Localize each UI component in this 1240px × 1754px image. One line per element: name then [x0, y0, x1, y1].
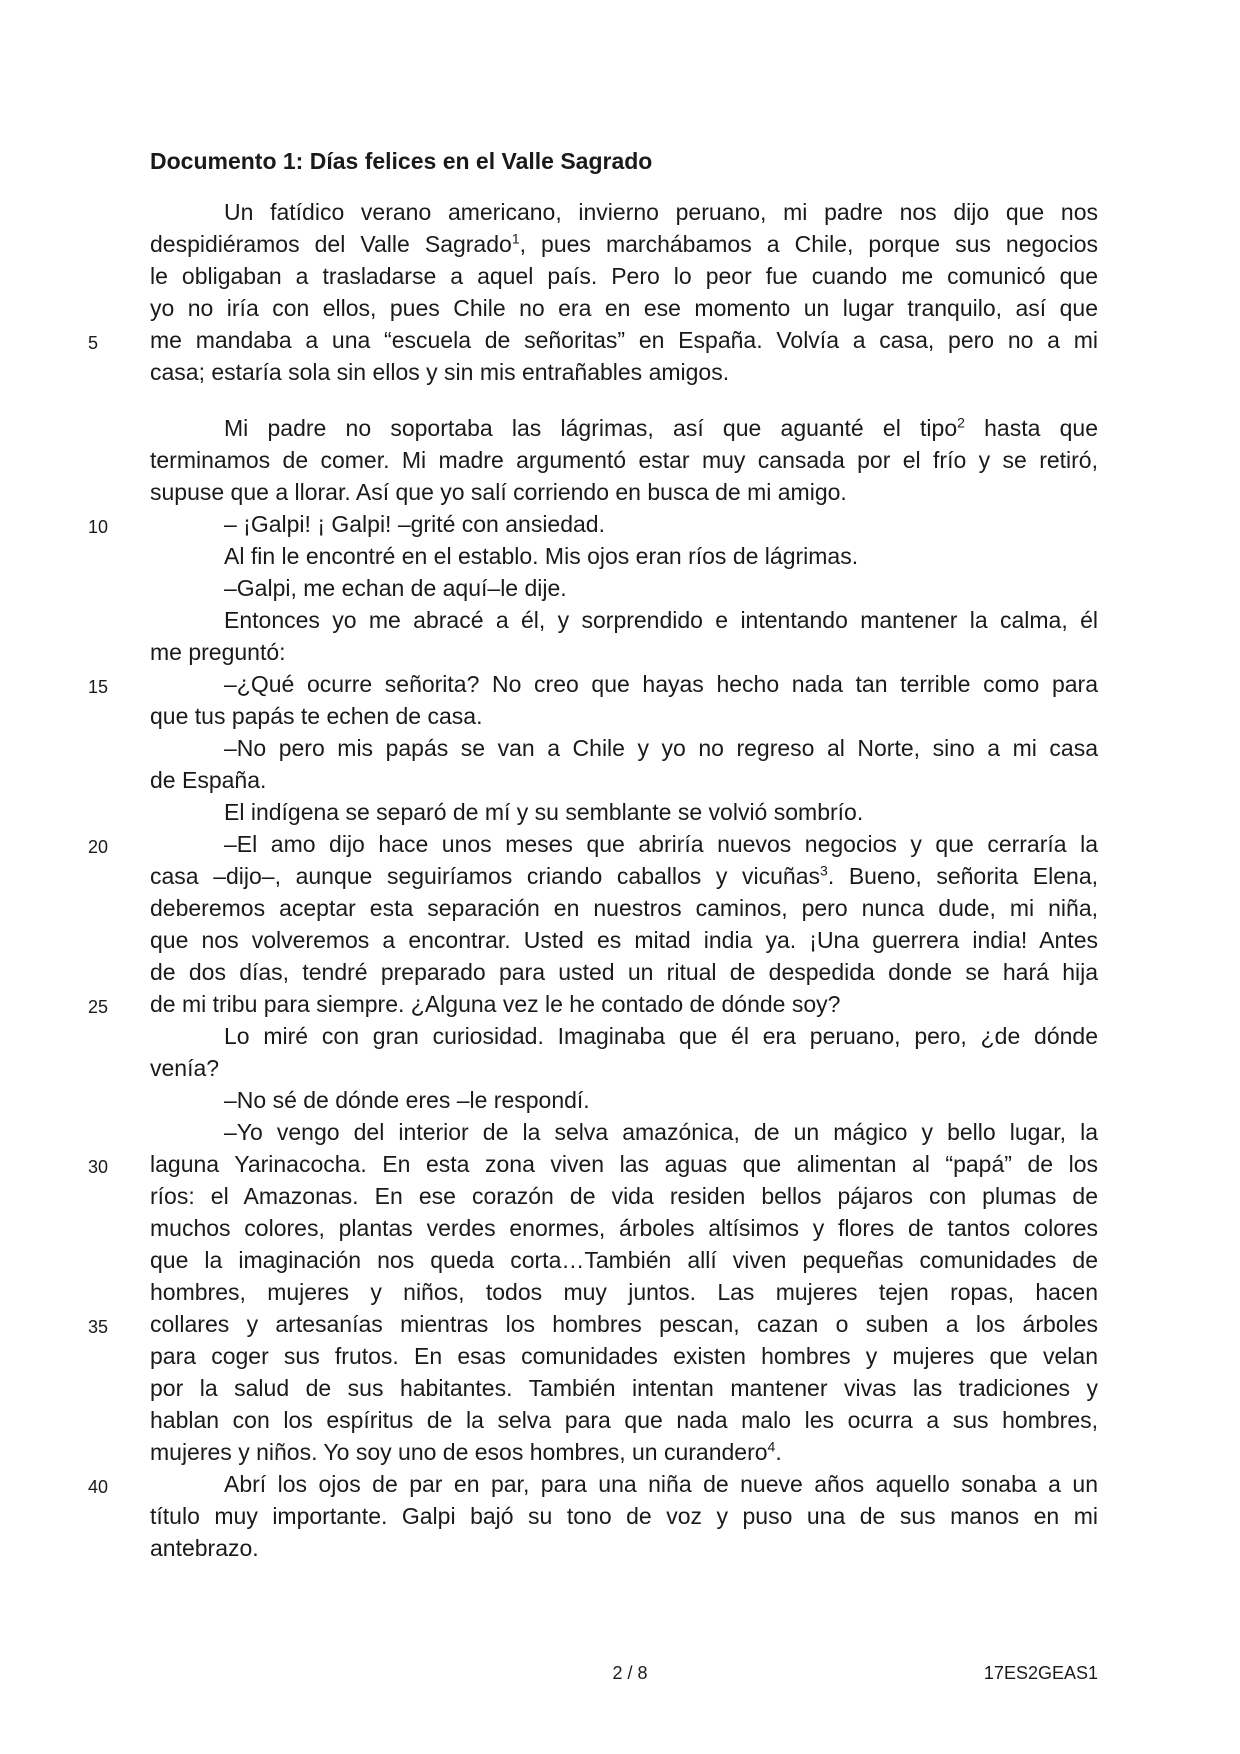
text-line: –No sé de dónde eres –le respondí. — [224, 1087, 590, 1113]
text-line: por la salud de sus habitantes. También intentan mantener vivas las tradiciones y — [150, 1375, 1098, 1401]
footnote-ref: 4 — [767, 1438, 776, 1455]
text-line: Lo miré con gran curiosidad. Imaginaba que él era peruano, pero, ¿de dónde — [224, 1023, 1098, 1049]
text-line: El indígena se separó de mí y su semblante se volvió sombrío. — [224, 799, 864, 825]
text-line: –El amo dijo hace unos meses que abriría nuevos negocios y que cerraría la — [224, 831, 1098, 857]
line-number: 35 — [88, 1317, 109, 1337]
text-line: hablan con los espíritus de la selva para que nada malo les ocurra a sus hombres, — [150, 1407, 1098, 1433]
text-line: –No pero mis papás se van a Chile y yo no regreso al Norte, sino a mi casa — [224, 735, 1098, 761]
text-line: –Yo vengo del interior de la selva amazónica, de un mágico y bello lugar, la — [224, 1119, 1098, 1145]
text-line: Al fin le encontré en el establo. Mis ojos eran ríos de lágrimas. — [224, 543, 859, 569]
text-line: yo no iría con ellos, pues Chile no era en ese momento un lugar tranquilo, así que — [150, 295, 1098, 321]
text-line: hombres, mujeres y niños, todos muy juntos. Las mujeres tejen ropas, hacen — [150, 1279, 1098, 1305]
footnote-ref: 1 — [511, 230, 520, 247]
text-line — [150, 860, 1098, 892]
line-number: 5 — [88, 333, 99, 353]
text-line: venía? — [150, 1055, 220, 1081]
text-line: Entonces yo me abracé a él, y sorprendido e intentando mantener la calma, él — [224, 607, 1098, 633]
footnote-ref: 2 — [957, 414, 965, 431]
text-line — [224, 412, 1098, 444]
text-line: que la imaginación nos queda corta…También allí viven pequeñas comunidades de — [150, 1247, 1098, 1273]
text-span: , pues marchábamos a Chile, porque sus negocios — [519, 231, 1098, 257]
line-number: 15 — [88, 677, 109, 697]
text-line — [150, 1436, 1098, 1468]
text-line: collares y artesanías mientras los hombres pescan, cazan o suben a los árboles — [150, 1311, 1098, 1337]
text-span: . — [775, 1439, 782, 1465]
text-line: laguna Yarinacocha. En esta zona viven las aguas que alimentan al “papá” de los — [150, 1151, 1098, 1177]
text-span: . Bueno, señorita Elena, — [827, 863, 1099, 889]
document-title: Documento 1: Días felices en el Valle Sagrado — [150, 148, 653, 174]
text-line: de dos días, tendré preparado para usted un ritual de despedida donde se hará hija — [150, 959, 1098, 985]
text-span: casa –dijo–, aunque seguiríamos criando caballos y vicuñas — [150, 863, 821, 889]
text-span: mujeres y niños. Yo soy uno de esos hombres, un curandero — [150, 1439, 768, 1465]
text-line: que nos volveremos a encontrar. Usted es mitad india ya. ¡Una guerrera india! Antes — [150, 927, 1098, 953]
text-line: Un fatídico verano americano, invierno peruano, mi padre nos dijo que nos — [224, 199, 1098, 225]
page-number: 2 / 8 — [612, 1663, 648, 1683]
text-span: Mi padre no soportaba las lágrimas, así que aguanté el tipo — [224, 415, 958, 441]
text-line: para coger sus frutos. En esas comunidades existen hombres y mujeres que velan — [150, 1343, 1098, 1369]
text-line: ríos: el Amazonas. En ese corazón de vida residen bellos pájaros con plumas de — [150, 1183, 1098, 1209]
text-line: Abrí los ojos de par en par, para una niña de nueve años aquello sonaba a un — [224, 1471, 1098, 1497]
text-line: –Galpi, me echan de aquí–le dije. — [224, 575, 567, 601]
text-line: de mi tribu para siempre. ¿Alguna vez le he contado de dónde soy? — [150, 991, 841, 1017]
text-line: casa; estaría sola sin ellos y sin mis entrañables amigos. — [150, 359, 730, 385]
text-line: me mandaba a una “escuela de señoritas” en España. Volvía a casa, pero no a mi — [150, 327, 1098, 353]
text-line: –¿Qué ocurre señorita? No creo que hayas hecho nada tan terrible como para — [224, 671, 1098, 697]
text-line: le obligaban a trasladarse a aquel país. Pero lo peor fue cuando me comunicó que — [150, 263, 1098, 289]
text-line: que tus papás te echen de casa. — [150, 703, 483, 729]
line-number: 10 — [88, 517, 109, 537]
text-span: despidiéramos del Valle Sagrado — [150, 231, 512, 257]
text-line: título muy importante. Galpi bajó su tono de voz y puso una de sus manos en mi — [150, 1503, 1098, 1529]
text-span: hasta que — [964, 415, 1098, 441]
footnote-ref: 3 — [820, 862, 828, 879]
text-line: antebrazo. — [150, 1535, 259, 1561]
text-line: terminamos de comer. Mi madre argumentó estar muy cansada por el frío y se retiró, — [150, 447, 1098, 473]
line-number: 20 — [88, 837, 109, 857]
text-line: deberemos aceptar esta separación en nuestros caminos, pero nunca dude, mi niña, — [150, 895, 1098, 921]
line-number: 25 — [88, 997, 109, 1017]
text-line: me preguntó: — [150, 639, 286, 665]
document-code: 17ES2GEAS1 — [983, 1663, 1098, 1683]
text-line: supuse que a llorar. Así que yo salí corriendo en busca de mi amigo. — [150, 479, 847, 505]
line-number: 30 — [88, 1157, 109, 1177]
text-line: – ¡Galpi! ¡ Galpi! –grité con ansiedad. — [224, 511, 605, 537]
line-number: 40 — [88, 1477, 109, 1497]
text-line — [150, 228, 1098, 260]
text-line: de España. — [150, 767, 267, 793]
text-line: muchos colores, plantas verdes enormes, árboles altísimos y flores de tantos colores — [150, 1215, 1098, 1241]
